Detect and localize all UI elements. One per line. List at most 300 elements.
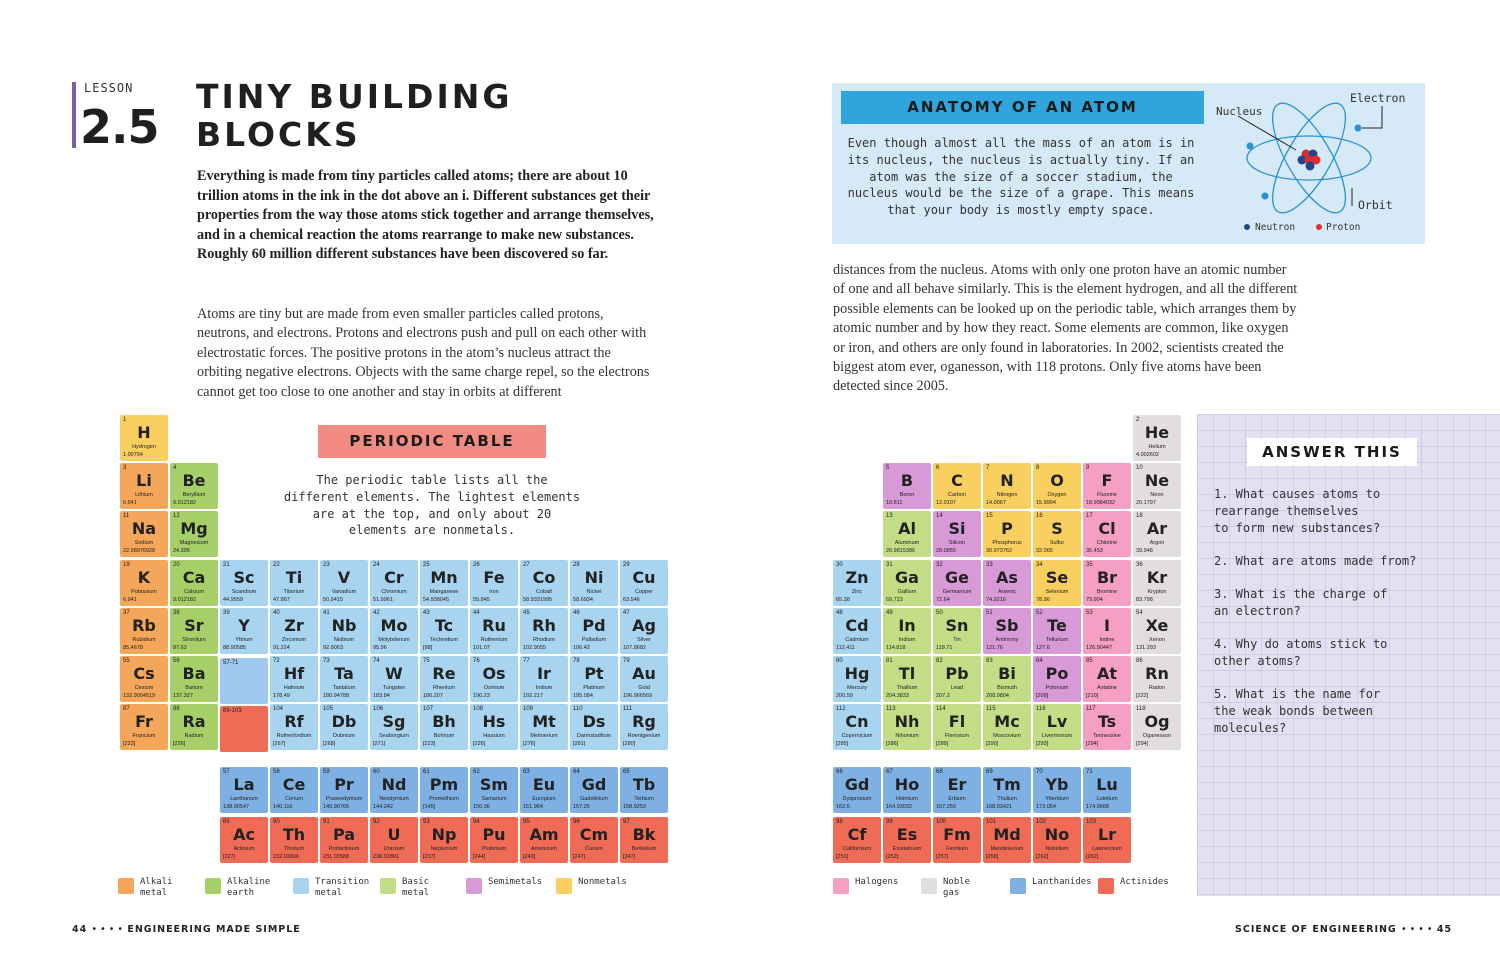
element-cell (933, 704, 981, 750)
element-symbol: Rh (532, 616, 556, 635)
element-symbol: B (900, 471, 914, 490)
element-number: 50 (936, 610, 943, 616)
element-mass: 231.03588 (323, 854, 349, 860)
element-symbol: Fr (135, 712, 153, 731)
element-mass: 44.9559 (223, 597, 243, 603)
element-symbol: Lv (1046, 712, 1068, 731)
anatomy-title: ANATOMY OF AN ATOM (841, 91, 1204, 124)
element-symbol: Co (532, 568, 556, 587)
element-cell (420, 608, 468, 654)
element-mass: [145] (423, 804, 436, 810)
element-name: Phosphorus (992, 540, 1022, 546)
element-name: Berkelium (631, 846, 657, 852)
element-cell (120, 560, 168, 606)
element-name: Scandium (231, 589, 257, 595)
element-cell (983, 656, 1031, 702)
element-mass: [257] (936, 854, 949, 860)
body-paragraph-right: distances from the nucleus. Atoms with only one proton have an atomic number of one and all behave similarly. This is the element hydrogen, and all the different possible elements can be looked up on the periodic table, which arranges them by atomic number and by how they react. Some elements are common, like oxygen or iron, and others are only found in laboratories. In 2002, scientists created the biggest atom ever, oganesson, with 118 protons. Only five atoms have been detected since 2005. (833, 262, 1298, 395)
element-name: Bohrium (433, 733, 455, 739)
element-mass: 55.845 (473, 597, 490, 603)
element-number: 57 (223, 769, 230, 775)
element-cell (470, 560, 518, 606)
element-number: 58 (273, 769, 280, 775)
element-cell (570, 608, 618, 654)
element-number: 66 (836, 769, 843, 775)
element-number: 1 (123, 417, 127, 423)
element-number: 72 (273, 658, 280, 664)
element-number: 42 (373, 610, 380, 616)
element-cell (120, 511, 168, 557)
element-name: Rutherfordium (276, 733, 312, 739)
element-mass: 186.207 (423, 693, 443, 699)
element-symbol: Sc (233, 568, 255, 587)
legend-swatch (1098, 878, 1114, 894)
element-cell (420, 560, 468, 606)
element-symbol: Pm (429, 775, 459, 794)
element-mass: 9.012182 (173, 597, 196, 603)
element-symbol: No (1044, 825, 1070, 844)
element-mass: 180.94788 (323, 693, 349, 699)
actinide-placeholder: 89-103 (220, 706, 268, 752)
element-name: Calcium (184, 589, 204, 595)
element-number: 92 (373, 819, 380, 825)
element-name: Niobium (333, 637, 355, 643)
element-name: Cadmium (845, 637, 869, 643)
element-number: 27 (523, 562, 530, 568)
element-mass: 10.811 (886, 500, 903, 506)
legend-label: Alkaline earth (227, 877, 271, 898)
element-symbol: Lr (1097, 825, 1117, 844)
element-mass: 150.36 (473, 804, 490, 810)
element-symbol: F (1101, 471, 1113, 490)
element-symbol: V (337, 568, 351, 587)
element-name: Oganesson (1142, 733, 1172, 739)
element-symbol: Hs (482, 712, 506, 731)
element-mass: [262] (1086, 854, 1099, 860)
element-name: Einsteinium (892, 846, 922, 852)
element-number: 47 (623, 610, 630, 616)
footer-dots-right: • • • • (1401, 924, 1433, 935)
periodic-table-title: PERIODIC TABLE (318, 425, 546, 458)
element-number: 71 (1086, 769, 1093, 775)
element-name: Holmium (896, 796, 918, 802)
element-symbol: Bh (432, 712, 456, 731)
element-symbol: Ni (584, 568, 604, 587)
element-name: Radon (1148, 685, 1166, 691)
element-number: 5 (886, 465, 890, 471)
element-number: 108 (473, 706, 484, 712)
element-name: Lithium (135, 492, 153, 498)
element-mass: [223] (423, 741, 436, 747)
element-name: Dubnium (332, 733, 355, 739)
element-cell (120, 656, 168, 702)
element-number: 97 (623, 819, 630, 825)
element-name: Potassium (131, 589, 157, 595)
element-name: Fermium (946, 846, 968, 852)
element-cell (370, 817, 418, 863)
element-name: Protactinium (328, 846, 360, 852)
legend-swatch (205, 878, 221, 894)
element-number: 73 (323, 658, 330, 664)
element-number: 55 (123, 658, 130, 664)
element-name: Xenon (1149, 637, 1165, 643)
element-symbol: Pu (482, 825, 506, 844)
element-symbol: Cn (845, 712, 869, 731)
element-cell (570, 767, 618, 813)
element-cell (983, 608, 1031, 654)
element-symbol: Ne (1144, 471, 1170, 490)
legend-swatch (118, 878, 134, 894)
element-symbol: Os (482, 664, 506, 683)
element-cell (320, 608, 368, 654)
element-name: Nickel (586, 589, 602, 595)
element-mass: [210] (1086, 693, 1099, 699)
element-cell (420, 767, 468, 813)
element-mass: 18.9984032 (1086, 500, 1116, 506)
element-mass: 58.9331995 (523, 597, 553, 603)
element-symbol: S (1051, 519, 1063, 538)
element-symbol: Rf (284, 712, 304, 731)
element-cell (883, 704, 931, 750)
element-cell (833, 656, 881, 702)
element-cell (1083, 463, 1131, 509)
element-symbol: Rg (632, 712, 656, 731)
element-name: Dysprosium (842, 796, 872, 802)
element-name: Moscovium (993, 733, 1021, 739)
element-name: Copernicium (841, 733, 873, 739)
element-cell (1083, 511, 1131, 557)
element-mass: 162.5 (836, 804, 850, 810)
element-mass: [271] (373, 741, 386, 747)
page-title: TINY BUILDING BLOCKS (196, 77, 513, 154)
element-mass: 58.6934 (573, 597, 593, 603)
element-number: 70 (1036, 769, 1043, 775)
element-symbol: Ru (482, 616, 506, 635)
element-cell (270, 704, 318, 750)
element-number: 17 (1086, 513, 1093, 519)
question-4: 4. Why do atoms stick to other atoms? (1214, 637, 1388, 668)
element-name: Neon (1150, 492, 1164, 498)
element-name: Nobelium (1045, 846, 1069, 852)
element-mass: [281] (573, 741, 586, 747)
element-mass: 174.9668 (1086, 804, 1109, 810)
element-cell (570, 560, 618, 606)
element-number: 81 (886, 658, 893, 664)
element-symbol: Mc (994, 712, 1020, 731)
element-symbol: Ti (285, 568, 303, 587)
legend-label: Lanthanides (1032, 877, 1092, 887)
element-mass: 195.084 (573, 693, 593, 699)
element-name: Iodine (1099, 637, 1115, 643)
element-cell (983, 560, 1031, 606)
neutron-label: Neutron (1255, 222, 1296, 233)
element-number: 99 (886, 819, 893, 825)
element-cell (270, 560, 318, 606)
element-mass: 92.9063 (323, 645, 343, 651)
element-symbol: Eu (532, 775, 556, 794)
element-number: 74 (373, 658, 380, 664)
element-mass: 106.42 (573, 645, 590, 651)
element-mass: [226] (473, 741, 486, 747)
element-number: 41 (323, 610, 330, 616)
element-cell (1083, 704, 1131, 750)
element-number: 48 (836, 610, 843, 616)
element-cell (220, 817, 268, 863)
element-mass: 232.03806 (273, 854, 299, 860)
element-cell (120, 608, 168, 654)
element-name: Sulfur (1049, 540, 1065, 546)
element-symbol: Sb (995, 616, 1019, 635)
element-symbol: Np (431, 825, 457, 844)
footer-right (1235, 924, 1452, 935)
element-mass: 39.948 (1136, 548, 1153, 554)
element-symbol: As (996, 568, 1018, 587)
element-name: Uranium (383, 846, 405, 852)
legend-label: Transition metal (315, 877, 370, 898)
element-name: Boron (899, 492, 915, 498)
element-cell (983, 511, 1031, 557)
legend-swatch (293, 878, 309, 894)
anatomy-text: Even though almost all the mass of an atom is in its nucleus, the nucleus is actually tiny. If an atom was the size of a soccer stadium, the nucleus would be the size of a grape. This means that your body is mostly empty space. (847, 136, 1195, 218)
legend-swatch (556, 878, 572, 894)
element-name: Flerovium (944, 733, 970, 739)
element-name: Radium (184, 733, 204, 739)
element-number: 84 (1036, 658, 1043, 664)
element-mass: 69.723 (886, 597, 903, 603)
element-cell (1033, 511, 1081, 557)
element-number: 86 (1136, 658, 1143, 664)
element-cell (570, 656, 618, 702)
element-name: Darmstadtium (576, 733, 612, 739)
element-cell (420, 704, 468, 750)
element-name: Gallium (897, 589, 917, 595)
element-name: Fluorine (1097, 492, 1117, 498)
element-name: Carbon (947, 492, 967, 498)
element-symbol: He (1144, 423, 1170, 442)
element-cell (170, 656, 218, 702)
element-number: 115 (986, 706, 996, 712)
element-symbol: Am (529, 825, 559, 844)
element-number: 8 (1036, 465, 1040, 471)
element-symbol: Ac (233, 825, 255, 844)
element-symbol: Nd (381, 775, 407, 794)
element-number: 112 (836, 706, 846, 712)
element-name: Seaborgium (379, 733, 409, 739)
element-number: 24 (373, 562, 380, 568)
element-name: Selenium (1045, 589, 1069, 595)
element-mass: 144.242 (373, 804, 393, 810)
element-mass: 178.49 (273, 693, 290, 699)
intro-paragraph: Everything is made from tiny particles called atoms; there are about 10 trillion atoms in the ink in the dot above an i. Different substances get their properties from the way those atoms stick together and arrange themselves, and in a chemical reaction the atoms rearrange to make new substances. Roughly 60 million different substances have been discovered so far. (197, 168, 654, 263)
element-cell (570, 817, 618, 863)
element-symbol: Ds (582, 712, 606, 731)
element-cell (883, 817, 931, 863)
element-symbol: Hg (844, 664, 870, 683)
element-symbol: Re (432, 664, 456, 683)
element-name: Neptunium (430, 846, 458, 852)
element-name: Nihonium (895, 733, 919, 739)
element-number: 118 (1136, 706, 1146, 712)
element-mass: 190.23 (473, 693, 490, 699)
element-mass: [276] (523, 741, 536, 747)
element-symbol: Cu (632, 568, 656, 587)
element-name: Erbium (948, 796, 966, 802)
element-symbol: Zr (284, 616, 304, 635)
element-mass: 91.224 (273, 645, 290, 651)
element-name: Mendelevium (990, 846, 1024, 852)
element-number: 104 (273, 706, 284, 712)
element-mass: 72.64 (936, 597, 950, 603)
element-cell (120, 704, 168, 750)
element-symbol: Fm (943, 825, 971, 844)
element-number: 18 (1136, 513, 1143, 519)
element-number: 103 (1086, 819, 1097, 825)
element-mass: 208.9804 (986, 693, 1009, 699)
element-symbol: Bi (998, 664, 1016, 683)
element-mass: 50.9415 (323, 597, 343, 603)
element-name: Ruthenium (480, 637, 508, 643)
element-number: 113 (886, 706, 896, 712)
element-mass: 74.9216 (986, 597, 1006, 603)
element-symbol: Lu (1096, 775, 1118, 794)
element-name: Beryllium (182, 492, 206, 498)
element-mass: 192.217 (523, 693, 543, 699)
element-mass: 173.054 (1036, 804, 1056, 810)
element-mass: 15.9994 (1036, 500, 1056, 506)
element-cell (1133, 511, 1181, 557)
element-symbol: Md (993, 825, 1021, 844)
element-number: 102 (1036, 819, 1047, 825)
element-symbol: U (387, 825, 401, 844)
element-number: 46 (573, 610, 580, 616)
element-mass: 137.327 (173, 693, 193, 699)
proton-label: Proton (1326, 222, 1361, 233)
element-number: 85 (1086, 658, 1093, 664)
element-cell (170, 511, 218, 557)
legend-label: Alkali metal (140, 877, 173, 898)
element-cell (520, 767, 568, 813)
orbit-label: Orbit (1358, 198, 1393, 212)
element-name: Sodium (134, 540, 154, 546)
element-cell (620, 608, 668, 654)
element-number: 111 (623, 706, 633, 712)
element-number: 56 (173, 658, 180, 664)
element-number: 96 (573, 819, 580, 825)
element-symbol: Sr (184, 616, 204, 635)
element-cell (1083, 560, 1131, 606)
element-mass: [285] (836, 741, 849, 747)
element-cell (320, 656, 368, 702)
element-number: 40 (273, 610, 280, 616)
element-mass: 87.62 (173, 645, 187, 651)
element-mass: 167.259 (936, 804, 956, 810)
element-number: 68 (936, 769, 943, 775)
element-cell (270, 608, 318, 654)
element-name: Antimony (995, 637, 1019, 643)
element-number: 69 (986, 769, 993, 775)
element-cell (270, 817, 318, 863)
element-number: 88 (173, 706, 180, 712)
element-name: Chromium (381, 589, 407, 595)
element-mass: [226] (173, 741, 186, 747)
element-cell (1033, 608, 1081, 654)
element-number: 4 (173, 465, 177, 471)
element-symbol: Nb (331, 616, 357, 635)
element-symbol: N (1000, 471, 1014, 490)
element-mass: 78.96 (1036, 597, 1050, 603)
nucleus-label: Nucleus (1216, 105, 1263, 118)
element-number: 80 (836, 658, 843, 664)
element-symbol: Bk (632, 825, 656, 844)
element-cell (320, 560, 368, 606)
element-symbol: Ta (334, 664, 354, 683)
element-cell (270, 767, 318, 813)
element-name: Molybdenum (378, 637, 410, 643)
element-name: Neodymium (379, 796, 409, 802)
element-name: Helium (1148, 444, 1166, 450)
element-mass: 85.4678 (123, 645, 143, 651)
element-symbol: Ir (537, 664, 551, 683)
element-mass: 196.966569 (623, 693, 653, 699)
element-name: Hafnium (283, 685, 305, 691)
element-name: Bismuth (997, 685, 1017, 691)
element-number: 29 (623, 562, 630, 568)
element-name: Vanadium (331, 589, 357, 595)
element-number: 76 (473, 658, 480, 664)
element-symbol: Gd (844, 775, 870, 794)
element-symbol: Na (131, 519, 157, 538)
element-number: 21 (223, 562, 230, 568)
element-cell (470, 608, 518, 654)
element-name: Hydrogen (132, 444, 156, 450)
element-name: Iron (489, 589, 499, 595)
legend-label: Noble gas (943, 877, 971, 898)
legend-swatch (380, 878, 396, 894)
element-name: Zirconium (281, 637, 307, 643)
element-number: 3 (123, 465, 127, 471)
element-symbol: Li (136, 471, 152, 490)
element-cell (570, 704, 618, 750)
element-symbol: Be (182, 471, 206, 490)
element-name: Actinium (233, 846, 255, 852)
element-number: 35 (1086, 562, 1093, 568)
section-title: SCIENCE OF ENGINEERING (1235, 924, 1397, 935)
element-symbol: Pb (945, 664, 969, 683)
element-cell (1033, 560, 1081, 606)
element-symbol: Ba (182, 664, 206, 683)
question-5: 5. What is the name for the weak bonds between molecules? (1214, 687, 1381, 735)
element-mass: [294] (1136, 741, 1149, 747)
element-symbol: W (385, 664, 403, 683)
element-symbol: Mg (180, 519, 208, 538)
element-cell (220, 560, 268, 606)
element-mass: 200.59 (836, 693, 853, 699)
element-name: Barium (185, 685, 203, 691)
element-symbol: Y (238, 616, 250, 635)
element-mass: 9.012182 (173, 500, 196, 506)
nucleus-icon (1298, 150, 1321, 171)
element-cell (833, 608, 881, 654)
element-name: Francium (132, 733, 156, 739)
element-cell (620, 704, 668, 750)
element-mass: 54.938045 (423, 597, 449, 603)
element-number: 32 (936, 562, 943, 568)
element-cell (220, 608, 268, 654)
element-mass: [267] (273, 741, 286, 747)
element-symbol: Te (1047, 616, 1067, 635)
page-number-left: 44 (72, 924, 88, 935)
element-cell (320, 704, 368, 750)
